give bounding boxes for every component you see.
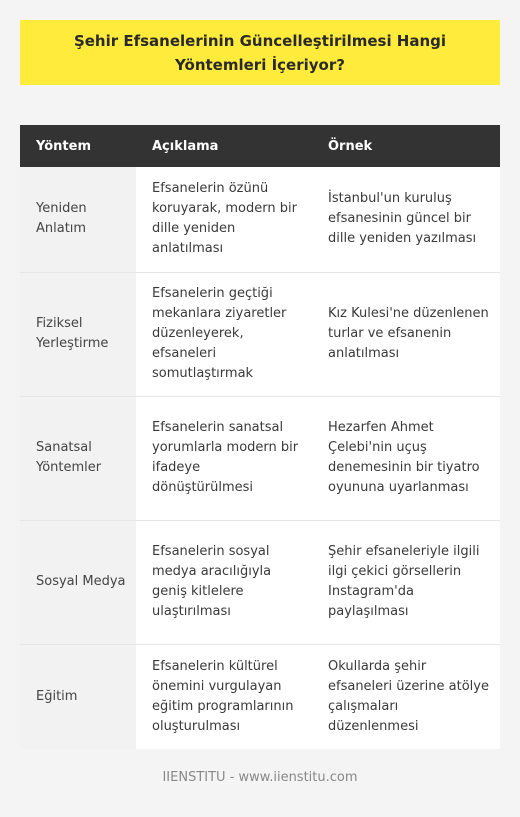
description-cell: Efsanelerin kültürel önemini vurgulayan eğitim programlarının oluşturulması [136, 644, 312, 749]
table-row [20, 520, 500, 644]
method-cell: Yeniden Anlatım [20, 167, 136, 272]
example-cell: Şehir efsaneleriyle ilgili ilgi çekici görsellerin Instagram'da paylaşılması [312, 520, 500, 644]
table-header-row [20, 125, 500, 167]
column-header-example: Örnek [312, 125, 500, 167]
description-cell: Efsanelerin sanatsal yorumlarla modern bir ifadeye dönüştürülmesi [136, 396, 312, 520]
table-row [20, 644, 500, 749]
page-title: Şehir Efsanelerinin Güncelleştirilmesi Hangi Yöntemleri İçeriyor? [73, 31, 447, 74]
column-header-description: Açıklama [136, 125, 312, 167]
example-cell: Kız Kulesi'ne düzenlenen turlar ve efsanenin anlatılması [312, 272, 500, 396]
method-cell: Sanatsal Yöntemler [20, 396, 136, 520]
description-cell: Efsanelerin geçtiği mekanlara ziyaretler düzenleyerek, efsaneleri somutlaştırmak [136, 272, 312, 396]
methods-table [20, 125, 500, 749]
column-header-method: Yöntem [20, 125, 136, 167]
title-banner [20, 20, 500, 85]
footer-credit: IIENSTITU - www.iienstitu.com [162, 770, 358, 785]
method-cell: Fiziksel Yerleştirme [20, 272, 136, 396]
table-row [20, 272, 500, 396]
table-row [20, 396, 500, 520]
description-cell: Efsanelerin özünü koruyarak, modern bir dille yeniden anlatılması [136, 167, 312, 272]
example-cell: Okullarda şehir efsaneleri üzerine atölye çalışmaları düzenlenmesi [312, 644, 500, 749]
example-cell: İstanbul'un kuruluş efsanesinin güncel bir dille yeniden yazılması [312, 167, 500, 272]
method-cell: Sosyal Medya [20, 520, 136, 644]
example-cell: Hezarfen Ahmet Çelebi'nin uçuş denemesinin bir tiyatro oyununa uyarlanması [312, 396, 500, 520]
description-cell: Efsanelerin sosyal medya aracılığıyla geniş kitlelere ulaştırılması [136, 520, 312, 644]
method-cell: Eğitim [20, 644, 136, 749]
table-row [20, 167, 500, 272]
